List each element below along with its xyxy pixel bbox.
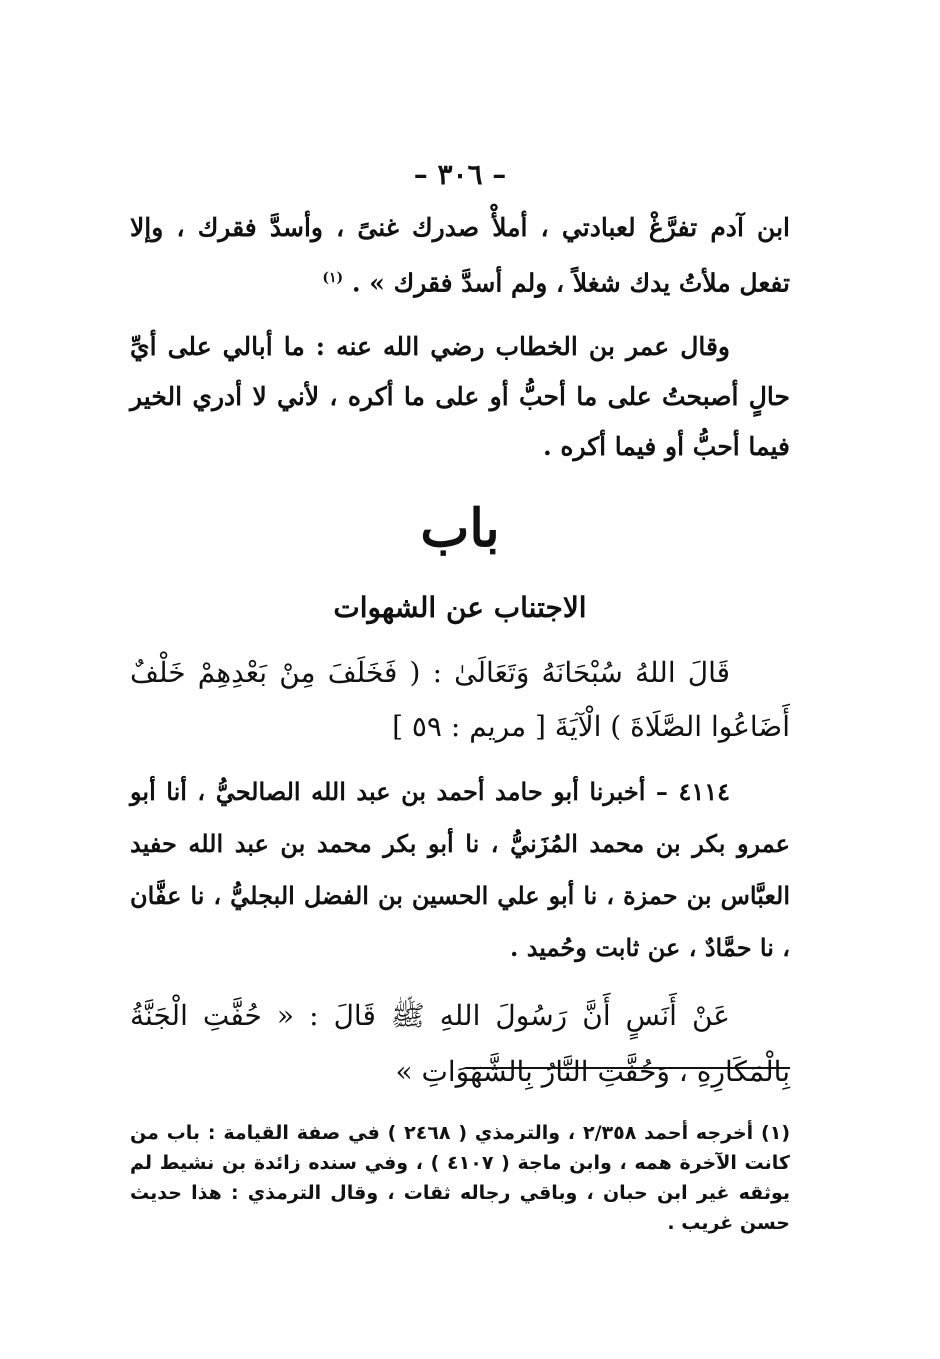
- hadith-text: عَنْ أَنَسٍ أَنَّ رَسُولَ اللهِ ﷺ قَالَ : « حُفَّتِ الْجَنَّةُ بِالْمَكَارِهِ ، وَحُفَّتِ النَّارُ بِالشَّهَوَاتِ »: [130, 999, 790, 1089]
- umar-quote-paragraph: وقال عمر بن الخطاب رضي الله عنه : ما أبالي على أيِّ حالٍ أصبحتُ على ما أحبُّ أو على ما أكره ، لأني لا أدري الخير فيما أحبُّ أو فيما أكره .: [130, 332, 790, 462]
- footnote-reference: (١): [322, 270, 344, 286]
- footnote-divider: [465, 1067, 790, 1069]
- intro-paragraph-text: ابن آدم تفرَّغْ لعبادتي ، أملأْ صدرك غنىً ، وأسدَّ فقرك ، وإلا تفعل ملأتُ يدك شغلاً ، ولم أسدَّ فقرك » .: [130, 213, 790, 298]
- section-title: الاجتناب عن الشهوات: [333, 591, 587, 625]
- hadith-chain: ٤١١٤ – أخبرنا أبو حامد أحمد بن عبد الله الصالحيُّ ، أنا أبو عمرو بكر بن محمد المُزَنيُّ ، نا أبو بكر محمد بن عبد الله حفيد العبَّاس بن حمزة ، نا أبو علي الحسين بن الفضل البجليُّ ، نا عفَّان ، نا حمَّادٌ ، عن ثابت وحُميد .: [130, 777, 791, 963]
- page-number: – ٣٠٦ –: [413, 158, 507, 191]
- book-page: [130, 155, 790, 1255]
- quran-verse: قَالَ اللهُ سُبْحَانَهُ وَتَعَالَىٰ : ( فَخَلَفَ مِنْ بَعْدِهِمْ خَلْفٌ أَضَاعُوا الصَّلَاةَ ) الْآيَةَ [ مريم : ٥٩ ]: [130, 656, 790, 744]
- footnote: (١) أخرجه أحمد ٢/٣٥٨ ، والترمذي ( ٢٤٦٨ ) في صفة القيامة : باب من كانت الآخرة همه ، وابن ماجة ( ٤١٠٧ ) ، وفي سنده زائدة بن نشيط لم يوثقه غير ابن حبان ، وباقي رجاله ثقات ، وقال الترمذي : هذا حديث حسن غريب .: [130, 1122, 790, 1234]
- chapter-title: باب: [420, 498, 500, 560]
- intro-paragraph: [130, 203, 790, 308]
